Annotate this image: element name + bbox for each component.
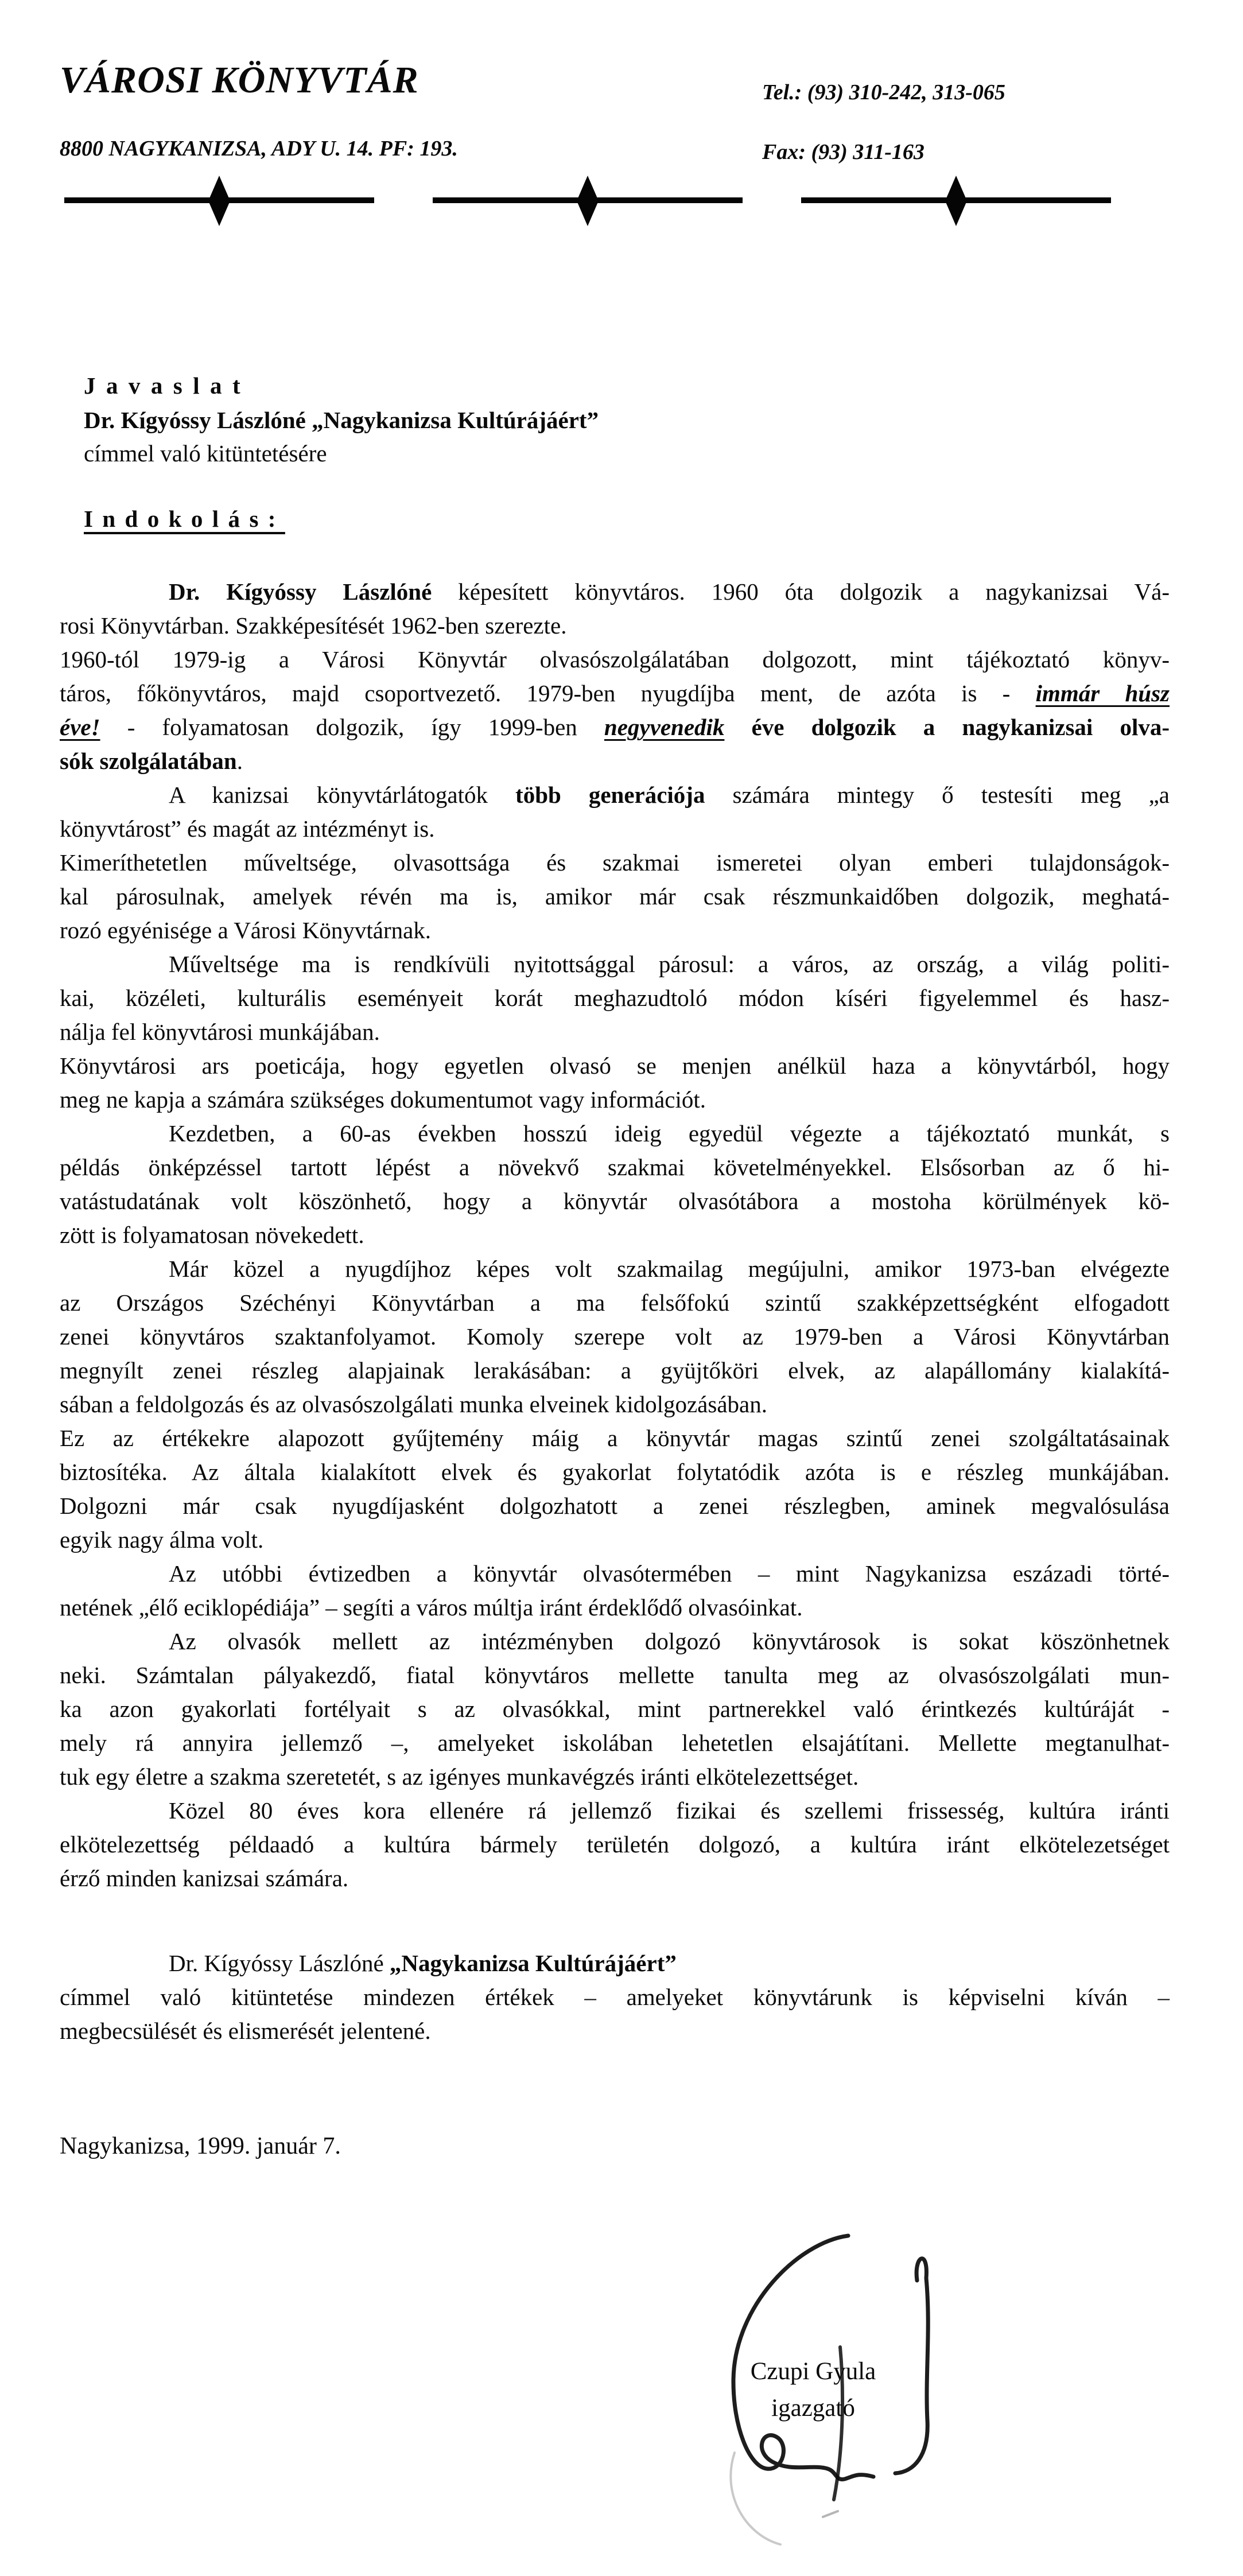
document-line <box>60 1015 1170 1049</box>
date-line: Nagykanizsa, 1999. január 7. <box>60 2133 341 2159</box>
proposal-subject: Dr. Kígyóssy Lászlóné „Nagykanizsa Kultúrájáért” <box>84 407 599 433</box>
text-segment: meg ne kapja a számára szükséges dokumentumot vagy információt. <box>60 1086 706 1113</box>
text-segment: éve dolgozik a nagykanizsai olva- <box>724 714 1170 740</box>
document-line <box>60 744 1170 778</box>
text-segment: megnyílt zenei részleg alapjainak lerakásában: a gyüjtőköri elvek, az alapállomány kialakítá- <box>60 1357 1170 1384</box>
document-line <box>60 1354 1170 1388</box>
text-segment: „Nagykanizsa Kultúrájáért” <box>389 1950 677 1976</box>
text-segment: Az olvasók mellett az intézményben dolgozó könyvtárosok is sokat köszönhetnek <box>169 1628 1170 1654</box>
document-line <box>60 1523 1170 1557</box>
document-line <box>60 1455 1170 1489</box>
document-line <box>60 1489 1170 1523</box>
text-segment: A kanizsai könyvtárlátogatók <box>169 782 516 808</box>
document-line <box>60 2014 1170 2048</box>
document-line <box>60 643 1170 677</box>
document-line <box>60 880 1170 914</box>
text-segment: könyvtárost” és magát az intézményt is. <box>60 815 435 842</box>
document-line <box>60 609 1170 643</box>
document-line <box>60 981 1170 1015</box>
proposal-subject-suffix: címmel való kitüntetésére <box>84 440 327 467</box>
text-segment: rozó egyénisége a Városi Könyvtárnak. <box>60 917 432 943</box>
diamond-icon <box>208 176 230 226</box>
text-segment: biztosítéka. Az általa kialakított elvek és gyakorlat folytatódik azóta is e részleg munkájában. <box>60 1459 1170 1485</box>
document-line <box>60 846 1170 880</box>
text-segment: sók szolgálatában <box>60 748 237 774</box>
document-line <box>60 1658 1170 1692</box>
document-line <box>60 1862 1170 1895</box>
text-segment: negyvenedik <box>604 714 725 740</box>
text-segment: vatástudatának volt köszönhető, hogy a könyvtár olvasótábora a mostoha körülmények kö- <box>60 1188 1170 1214</box>
text-segment: számára mintegy ő testesíti meg „a <box>705 782 1170 808</box>
document-line <box>60 1184 1170 1218</box>
text-segment: az Országos Széchényi Könyvtárban a ma felsőfokú szintű szakképzettségként elfogadott <box>60 1289 1170 1316</box>
text-segment: Ez az értékekre alapozott gyűjtemény máig a könyvtár magas szintű zenei szolgáltatásainak <box>60 1425 1170 1451</box>
fax-line: Fax: (93) 311-163 <box>762 140 925 164</box>
text-segment: több generációja <box>515 782 705 808</box>
text-segment: netének „élő eciklopédiája” – segíti a város múltja iránt érdeklődő olvasóinkat. <box>60 1594 803 1621</box>
document-line <box>60 947 1170 981</box>
document-line <box>60 914 1170 947</box>
document-line <box>60 1692 1170 1726</box>
document-line <box>60 1286 1170 1320</box>
document-line <box>60 1794 1170 1828</box>
text-segment: Kezdetben, a 60-as években hosszú ideig egyedül végezte a tájékoztató munkát, s <box>169 1120 1170 1147</box>
text-segment: kal párosulnak, amelyek révén ma is, amikor már csak részmunkaidőben dolgozik, meghatá- <box>60 883 1170 910</box>
text-segment: megbecsülését és elismerését jelentené. <box>60 2018 431 2044</box>
justification-label: Indokolás: <box>84 506 285 532</box>
document-line <box>60 812 1170 846</box>
document-line <box>60 1726 1170 1760</box>
proposal-label: Javaslat <box>84 372 251 399</box>
text-segment: sában a feldolgozás és az olvasószolgálati munka elveinek kidolgozásában. <box>60 1391 767 1417</box>
document-line <box>60 1218 1170 1252</box>
text-segment: tuk egy életre a szakma szeretetét, s az igényes munkavégzés iránti elkötelezettséget. <box>60 1763 859 1790</box>
text-segment: Műveltsége ma is rendkívüli nyitottsággal párosul: a város, az ország, a világ politi- <box>169 951 1170 977</box>
signature-scribble-icon <box>700 2225 953 2558</box>
justification-body <box>60 575 1170 1895</box>
text-segment: Már közel a nyugdíjhoz képes volt szakmailag megújulni, amikor 1973-ban elvégezte <box>169 1256 1170 1282</box>
closing-paragraph <box>60 1946 1170 2048</box>
document-line <box>60 1828 1170 1862</box>
diamond-icon <box>945 176 967 226</box>
document-line <box>60 1625 1170 1658</box>
divider-segment <box>433 176 743 226</box>
document-line <box>60 778 1170 812</box>
text-segment: érző minden kanizsai számára. <box>60 1865 349 1891</box>
address-line: 8800 NAGYKANIZSA, ADY U. 14. PF: 193. <box>60 137 458 161</box>
text-segment: példás önképzéssel tartott lépést a növekvő szakmai követelményekkel. Elsősorban az ő hi- <box>60 1154 1170 1180</box>
text-segment: ka azon gyakorlati fortélyait s az olvasókkal, mint partnerekkel való érintkezés kultúráját - <box>60 1696 1170 1722</box>
text-segment: rosi Könyvtárban. Szakképesítését 1962-ben szerezte. <box>60 612 567 639</box>
divider-segment <box>64 176 374 226</box>
divider-segment <box>801 176 1111 226</box>
text-segment: Dr. Kígyóssy Lászlóné <box>169 578 459 605</box>
text-segment: neki. Számtalan pályakezdő, fiatal könyvtáros mellette tanulta meg az olvasószolgálati mun- <box>60 1662 1170 1688</box>
signer-role: igazgató <box>771 2395 855 2422</box>
document-line <box>60 1252 1170 1286</box>
text-segment: táros, főkönyvtáros, majd csoportvezető. 1979-ben nyugdíjba ment, de azóta is - <box>60 680 1036 706</box>
diamond-icon <box>577 176 599 226</box>
document-line <box>60 1946 1170 1980</box>
organization-name: VÁROSI KÖNYVTÁR <box>60 59 419 101</box>
document-line <box>60 710 1170 744</box>
text-segment: zenei könyvtáros szaktanfolyamot. Komoly szerepe volt az 1979-ben a Városi Könyvtárban <box>60 1323 1170 1350</box>
text-segment: . <box>236 748 243 774</box>
document-line <box>60 1760 1170 1794</box>
document-line <box>60 1557 1170 1591</box>
document-line <box>60 575 1170 609</box>
text-segment: Kimeríthetetlen műveltsége, olvasottsága és szakmai ismeretei olyan emberi tulajdonságok- <box>60 849 1170 876</box>
document-line <box>60 1083 1170 1117</box>
text-segment: mely rá annyira jellemző –, amelyeket iskolában lehetetlen elsajátítani. Mellette megtanulhat- <box>60 1730 1170 1756</box>
text-segment: Könyvtárosi ars poeticája, hogy egyetlen olvasó se menjen anélkül haza a könyvtárból, hogy <box>60 1052 1170 1079</box>
text-segment: képesített könyvtáros. 1960 óta dolgozik a nagykanizsai Vá- <box>458 578 1170 605</box>
telephone-line: Tel.: (93) 310-242, 313-065 <box>762 80 1005 104</box>
text-segment: egyik nagy álma volt. <box>60 1526 264 1553</box>
text-segment: Dolgozni már csak nyugdíjasként dolgozhatott a zenei részlegben, aminek megvalósulása <box>60 1493 1170 1519</box>
text-segment: zött is folyamatosan növekedett. <box>60 1222 364 1248</box>
document-line <box>60 1591 1170 1625</box>
text-segment: Az utóbbi évtizedben a könyvtár olvasótermében – mint Nagykanizsa eszázadi törté- <box>169 1560 1170 1587</box>
document-line <box>60 1151 1170 1184</box>
text-segment: - folyamatosan dolgozik, így 1999-ben <box>100 714 604 740</box>
text-segment: Dr. Kígyóssy Lászlóné <box>169 1950 390 1976</box>
document-line <box>60 1320 1170 1354</box>
document-line <box>60 1980 1170 2014</box>
letterhead-divider <box>64 176 1111 226</box>
text-segment: éve! <box>60 714 100 740</box>
text-segment: elkötelezettség példaadó a kultúra bármely területén dolgozó, a kultúra iránt elkötelezetséget <box>60 1831 1170 1858</box>
signer-name: Czupi Gyula <box>750 2358 876 2385</box>
text-segment: Közel 80 éves kora ellenére rá jellemző fizikai és szellemi frissesség, kultúra iránti <box>169 1797 1170 1824</box>
text-segment: 1960-tól 1979-ig a Városi Könyvtár olvasószolgálatában dolgozott, mint tájékoztató könyv- <box>60 646 1170 673</box>
text-segment: immár húsz <box>1035 680 1170 706</box>
document-line <box>60 1049 1170 1083</box>
document-line <box>60 1388 1170 1421</box>
document-line <box>60 1421 1170 1455</box>
text-segment: kai, közéleti, kulturális eseményeit korát meghazudtoló módon kíséri figyelemmel és hasz- <box>60 985 1170 1011</box>
text-segment: címmel való kitüntetése mindezen értékek – amelyeket könyvtárunk is képviselni kíván – <box>60 1984 1170 2010</box>
document-line <box>60 677 1170 710</box>
document-line <box>60 1117 1170 1151</box>
text-segment: nálja fel könyvtárosi munkájában. <box>60 1019 380 1045</box>
